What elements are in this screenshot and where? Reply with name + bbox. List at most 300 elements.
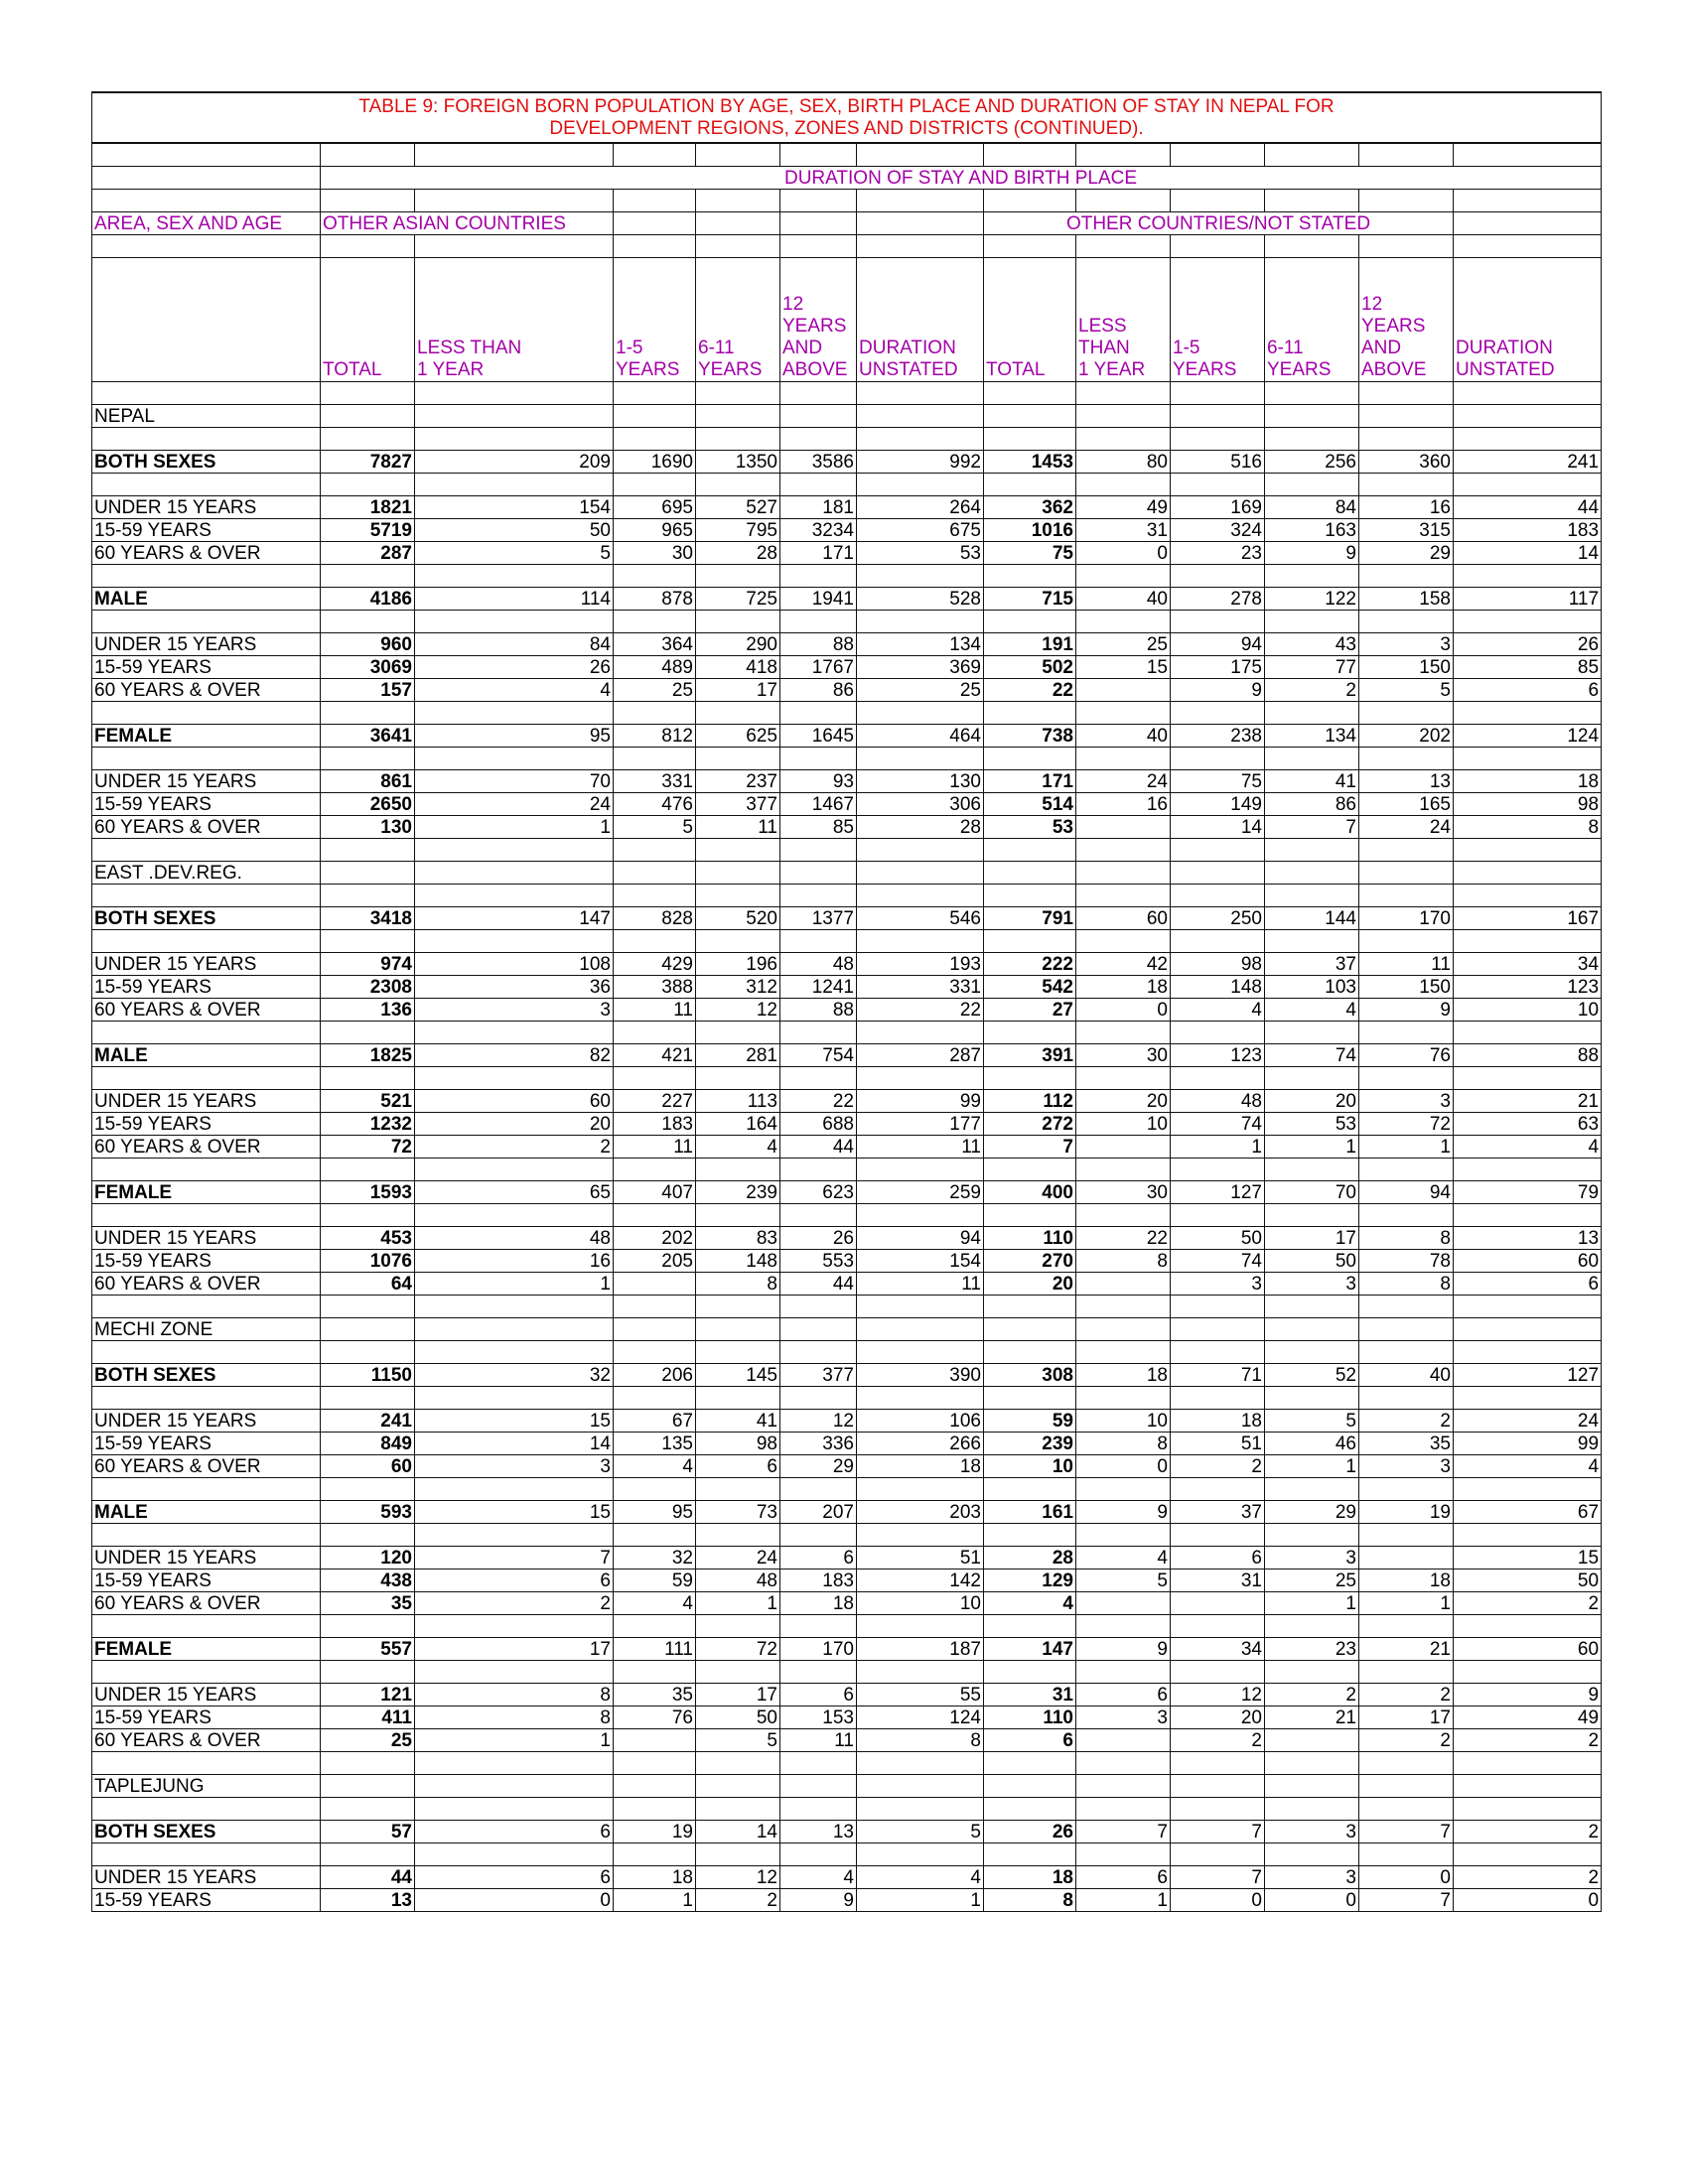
row-label: 15-59 YEARS: [92, 1113, 321, 1136]
area-row: [92, 1775, 1602, 1798]
sex-total-row: [92, 725, 1602, 748]
cell-value: 266: [857, 1433, 984, 1455]
cell-value: 14: [1454, 542, 1602, 565]
age-group-row: [92, 816, 1602, 839]
cell-value: 2: [1454, 1821, 1602, 1843]
cell-value: 1453: [984, 451, 1076, 474]
cell-value: [321, 405, 415, 428]
spacer-row: [92, 1159, 1602, 1181]
cell-value: [1359, 862, 1454, 885]
column-header: 1-5 YEARS: [1171, 258, 1265, 382]
spacer-row: [92, 190, 1602, 212]
cell-value: 17: [415, 1638, 614, 1661]
row-label: UNDER 15 YEARS: [92, 953, 321, 976]
cell-value: 50: [696, 1706, 780, 1729]
cell-value: [614, 1273, 696, 1296]
cell-value: 122: [1265, 588, 1359, 611]
cell-value: 287: [857, 1044, 984, 1067]
cell-value: 70: [1265, 1181, 1359, 1204]
cell-value: 241: [321, 1410, 415, 1433]
cell-value: 1: [415, 816, 614, 839]
cell-value: 209: [415, 451, 614, 474]
cell-value: 2: [415, 1136, 614, 1159]
cell-value: 1150: [321, 1364, 415, 1387]
cell-value: 154: [857, 1250, 984, 1273]
cell-value: 593: [321, 1501, 415, 1524]
cell-value: 14: [1171, 816, 1265, 839]
cell-value: 390: [857, 1364, 984, 1387]
cell-value: 812: [614, 725, 696, 748]
cell-value: 29: [1265, 1501, 1359, 1524]
cell-value: 124: [1454, 725, 1602, 748]
cell-value: 1593: [321, 1181, 415, 1204]
cell-value: 324: [1171, 519, 1265, 542]
row-label: 15-59 YEARS: [92, 656, 321, 679]
cell-value: 154: [415, 496, 614, 519]
cell-value: 31: [984, 1684, 1076, 1706]
row-label: 15-59 YEARS: [92, 1889, 321, 1912]
group-other-countries: OTHER COUNTRIES/NOT STATED: [984, 212, 1454, 235]
age-group-row: [92, 1227, 1602, 1250]
spacer-row: [92, 235, 1602, 258]
cell-value: 861: [321, 770, 415, 793]
cell-value: 12: [696, 999, 780, 1022]
cell-value: 8: [415, 1684, 614, 1706]
cell-value: 15: [1454, 1547, 1602, 1570]
cell-value: 193: [857, 953, 984, 976]
cell-value: 135: [614, 1433, 696, 1455]
cell-value: 74: [1171, 1113, 1265, 1136]
cell-value: 76: [1359, 1044, 1454, 1067]
cell-value: 8: [696, 1273, 780, 1296]
cell-value: 75: [1171, 770, 1265, 793]
cell-value: 86: [1265, 793, 1359, 816]
spacer-row: [92, 1798, 1602, 1821]
cell-value: 16: [1076, 793, 1171, 816]
cell-value: 26: [415, 656, 614, 679]
cell-value: 40: [1076, 588, 1171, 611]
cell-value: 4: [614, 1455, 696, 1478]
cell-value: 6: [780, 1684, 857, 1706]
spacer-row: [92, 474, 1602, 496]
row-label: 15-59 YEARS: [92, 1706, 321, 1729]
row-label: MALE: [92, 1501, 321, 1524]
cell-value: 17: [1359, 1706, 1454, 1729]
spacer-row: [92, 611, 1602, 633]
cell-value: 18: [1359, 1570, 1454, 1592]
cell-value: 134: [857, 633, 984, 656]
cell-value: 15: [415, 1410, 614, 1433]
row-label: 60 YEARS & OVER: [92, 542, 321, 565]
cell-value: 11: [857, 1273, 984, 1296]
cell-value: 238: [1171, 725, 1265, 748]
cell-value: 1825: [321, 1044, 415, 1067]
cell-value: [614, 1775, 696, 1798]
cell-value: 18: [1454, 770, 1602, 793]
cell-value: 29: [1359, 542, 1454, 565]
row-label: 60 YEARS & OVER: [92, 679, 321, 702]
cell-value: 553: [780, 1250, 857, 1273]
age-group-row: [92, 1410, 1602, 1433]
cell-value: 388: [614, 976, 696, 999]
cell-value: 7: [1076, 1821, 1171, 1843]
cell-value: 127: [1171, 1181, 1265, 1204]
cell-value: 29: [780, 1455, 857, 1478]
cell-value: 25: [614, 679, 696, 702]
cell-value: 1076: [321, 1250, 415, 1273]
cell-value: 9: [1171, 679, 1265, 702]
cell-value: 98: [1171, 953, 1265, 976]
cell-value: 175: [1171, 656, 1265, 679]
cell-value: 13: [1454, 1227, 1602, 1250]
cell-value: 21: [1454, 1090, 1602, 1113]
cell-value: 237: [696, 770, 780, 793]
column-header: DURATION UNSTATED: [1454, 258, 1602, 382]
cell-value: 52: [1265, 1364, 1359, 1387]
age-group-row: [92, 496, 1602, 519]
cell-value: 67: [614, 1410, 696, 1433]
cell-value: 48: [1171, 1090, 1265, 1113]
cell-value: [1076, 1592, 1171, 1615]
cell-value: 13: [1359, 770, 1454, 793]
spacer-row: [92, 1204, 1602, 1227]
cell-value: 106: [857, 1410, 984, 1433]
cell-value: [1359, 1775, 1454, 1798]
cell-value: 12: [780, 1410, 857, 1433]
cell-value: 2650: [321, 793, 415, 816]
cell-value: 239: [696, 1181, 780, 1204]
cell-value: 675: [857, 519, 984, 542]
cell-value: [1265, 1775, 1359, 1798]
cell-value: 171: [984, 770, 1076, 793]
cell-value: 35: [1359, 1433, 1454, 1455]
cell-value: [321, 1775, 415, 1798]
cell-value: 94: [1171, 633, 1265, 656]
cell-value: 67: [1454, 1501, 1602, 1524]
cell-value: 453: [321, 1227, 415, 1250]
cell-value: 0: [1359, 1866, 1454, 1889]
cell-value: 1241: [780, 976, 857, 999]
cell-value: 6: [696, 1455, 780, 1478]
cell-value: 26: [984, 1821, 1076, 1843]
column-header: 12 YEARS AND ABOVE: [1359, 258, 1454, 382]
cell-value: 99: [1454, 1433, 1602, 1455]
cell-value: 1: [696, 1592, 780, 1615]
cell-value: [415, 1775, 614, 1798]
cell-value: 49: [1454, 1706, 1602, 1729]
cell-value: 60: [321, 1455, 415, 1478]
cell-value: 99: [857, 1090, 984, 1113]
spacer-row: [92, 1341, 1602, 1364]
cell-value: 127: [1454, 1364, 1602, 1387]
row-label: 15-59 YEARS: [92, 1570, 321, 1592]
cell-value: 41: [696, 1410, 780, 1433]
cell-value: 46: [1265, 1433, 1359, 1455]
cell-value: 290: [696, 633, 780, 656]
cell-value: [1076, 1775, 1171, 1798]
age-group-row: [92, 793, 1602, 816]
cell-value: [780, 1318, 857, 1341]
sex-total-row: [92, 1638, 1602, 1661]
cell-value: 625: [696, 725, 780, 748]
cell-value: 306: [857, 793, 984, 816]
cell-value: 50: [415, 519, 614, 542]
spacer-row: [92, 1387, 1602, 1410]
cell-value: 142: [857, 1570, 984, 1592]
cell-value: 4: [780, 1866, 857, 1889]
cell-value: 2: [1359, 1684, 1454, 1706]
cell-value: 259: [857, 1181, 984, 1204]
cell-value: 114: [415, 588, 614, 611]
cell-value: 2: [1171, 1455, 1265, 1478]
cell-value: 1941: [780, 588, 857, 611]
cell-value: 163: [1265, 519, 1359, 542]
spacer-row: [92, 1022, 1602, 1044]
cell-value: 3069: [321, 656, 415, 679]
cell-value: 7: [415, 1547, 614, 1570]
cell-value: 34: [1454, 953, 1602, 976]
cell-value: 120: [321, 1547, 415, 1570]
cell-value: 0: [1076, 999, 1171, 1022]
cell-value: 3: [1359, 1090, 1454, 1113]
cell-value: 521: [321, 1090, 415, 1113]
cell-value: 65: [415, 1181, 614, 1204]
cell-value: 50: [1171, 1227, 1265, 1250]
sex-total-row: [92, 1501, 1602, 1524]
cell-value: [857, 862, 984, 885]
cell-value: 187: [857, 1638, 984, 1661]
cell-value: 502: [984, 656, 1076, 679]
row-label: UNDER 15 YEARS: [92, 1684, 321, 1706]
row-label: 15-59 YEARS: [92, 793, 321, 816]
cell-value: [984, 405, 1076, 428]
cell-value: [1076, 1273, 1171, 1296]
cell-value: 75: [984, 542, 1076, 565]
cell-value: 287: [321, 542, 415, 565]
cell-value: 849: [321, 1433, 415, 1455]
cell-value: 7827: [321, 451, 415, 474]
cell-value: 0: [415, 1889, 614, 1912]
cell-value: 22: [984, 679, 1076, 702]
cell-value: 19: [614, 1821, 696, 1843]
cell-value: 70: [415, 770, 614, 793]
cell-value: 528: [857, 588, 984, 611]
row-label: BOTH SEXES: [92, 451, 321, 474]
cell-value: 82: [415, 1044, 614, 1067]
row-label: 15-59 YEARS: [92, 1433, 321, 1455]
row-label: MALE: [92, 588, 321, 611]
title-row: [92, 92, 1602, 143]
sex-total-row: [92, 588, 1602, 611]
cell-value: [1076, 1318, 1171, 1341]
row-label: UNDER 15 YEARS: [92, 1410, 321, 1433]
cell-value: 2: [1454, 1866, 1602, 1889]
cell-value: 35: [614, 1684, 696, 1706]
duration-group-label: DURATION OF STAY AND BIRTH PLACE: [321, 167, 1602, 190]
duration-header-row: [92, 167, 1602, 190]
row-label: 60 YEARS & OVER: [92, 1273, 321, 1296]
cell-value: [1359, 405, 1454, 428]
cell-value: 147: [984, 1638, 1076, 1661]
cell-value: 60: [1454, 1250, 1602, 1273]
cell-value: 516: [1171, 451, 1265, 474]
cell-value: 878: [614, 588, 696, 611]
cell-value: 1690: [614, 451, 696, 474]
cell-value: 1: [1076, 1889, 1171, 1912]
cell-value: 7: [1171, 1821, 1265, 1843]
cell-value: 50: [1454, 1570, 1602, 1592]
cell-value: 111: [614, 1638, 696, 1661]
cell-value: 4: [614, 1592, 696, 1615]
age-group-row: [92, 1684, 1602, 1706]
cell-value: 1232: [321, 1113, 415, 1136]
cell-value: 8: [857, 1729, 984, 1752]
cell-value: 110: [984, 1706, 1076, 1729]
cell-value: 183: [780, 1570, 857, 1592]
age-group-row: [92, 679, 1602, 702]
cell-value: 12: [1171, 1684, 1265, 1706]
sex-total-row: [92, 1044, 1602, 1067]
cell-value: 17: [696, 679, 780, 702]
cell-value: 7: [984, 1136, 1076, 1159]
cell-value: 5719: [321, 519, 415, 542]
cell-value: 77: [1265, 656, 1359, 679]
cell-value: 93: [780, 770, 857, 793]
cell-value: 791: [984, 907, 1076, 930]
cell-value: 2: [696, 1889, 780, 1912]
cell-value: [614, 405, 696, 428]
row-label: MALE: [92, 1044, 321, 1067]
cell-value: 362: [984, 496, 1076, 519]
cell-value: 1: [1359, 1592, 1454, 1615]
cell-value: 1821: [321, 496, 415, 519]
cell-value: 5: [1265, 1410, 1359, 1433]
row-label: UNDER 15 YEARS: [92, 496, 321, 519]
cell-value: 59: [614, 1570, 696, 1592]
sex-total-row: [92, 907, 1602, 930]
cell-value: 6: [1076, 1684, 1171, 1706]
age-group-row: [92, 1136, 1602, 1159]
cell-value: 88: [780, 633, 857, 656]
cell-value: 20: [1265, 1090, 1359, 1113]
row-label: FEMALE: [92, 1638, 321, 1661]
age-group-row: [92, 1273, 1602, 1296]
cell-value: 4: [1171, 999, 1265, 1022]
cell-value: 6: [415, 1866, 614, 1889]
table-title: [92, 92, 1602, 143]
spacer-row: [92, 382, 1602, 405]
cell-value: [1171, 1318, 1265, 1341]
spacer-row: [92, 1661, 1602, 1684]
cell-value: [1076, 1136, 1171, 1159]
cell-value: 1350: [696, 451, 780, 474]
spacer-row: [92, 702, 1602, 725]
cell-value: 112: [984, 1090, 1076, 1113]
age-group-row: [92, 1889, 1602, 1912]
cell-value: 71: [1171, 1364, 1265, 1387]
cell-value: 205: [614, 1250, 696, 1273]
cell-value: 27: [984, 999, 1076, 1022]
cell-value: 74: [1171, 1250, 1265, 1273]
cell-value: 60: [415, 1090, 614, 1113]
age-group-row: [92, 1729, 1602, 1752]
age-group-row: [92, 542, 1602, 565]
row-label: 60 YEARS & OVER: [92, 999, 321, 1022]
cell-value: 2: [1454, 1592, 1602, 1615]
cell-value: [1171, 862, 1265, 885]
cell-value: 14: [696, 1821, 780, 1843]
cell-value: 1: [1171, 1136, 1265, 1159]
cell-value: 37: [1265, 953, 1359, 976]
cell-value: 9: [1076, 1501, 1171, 1524]
cell-value: 725: [696, 588, 780, 611]
cell-value: 418: [696, 656, 780, 679]
cell-value: 6: [415, 1570, 614, 1592]
cell-value: 130: [321, 816, 415, 839]
cell-value: 992: [857, 451, 984, 474]
cell-value: 60: [1454, 1638, 1602, 1661]
cell-value: 10: [1454, 999, 1602, 1022]
cell-value: 828: [614, 907, 696, 930]
cell-value: 88: [780, 999, 857, 1022]
cell-value: 18: [984, 1866, 1076, 1889]
cell-value: 171: [780, 542, 857, 565]
cell-value: 400: [984, 1181, 1076, 1204]
cell-value: [321, 862, 415, 885]
cell-value: [696, 405, 780, 428]
column-header: 12 YEARS AND ABOVE: [780, 258, 857, 382]
cell-value: 4: [857, 1866, 984, 1889]
row-label: FEMALE: [92, 1181, 321, 1204]
cell-value: 15: [415, 1501, 614, 1524]
cell-value: 3: [1265, 1866, 1359, 1889]
cell-value: [614, 1318, 696, 1341]
spacer-row: [92, 1296, 1602, 1318]
row-label: UNDER 15 YEARS: [92, 1866, 321, 1889]
cell-value: 5: [696, 1729, 780, 1752]
cell-value: 281: [696, 1044, 780, 1067]
cell-value: [696, 1775, 780, 1798]
cell-value: 6: [984, 1729, 1076, 1752]
cell-value: 2: [1265, 1684, 1359, 1706]
cell-value: 5: [614, 816, 696, 839]
cell-value: 158: [1359, 588, 1454, 611]
age-group-row: [92, 656, 1602, 679]
row-label: 60 YEARS & OVER: [92, 816, 321, 839]
cell-value: 18: [780, 1592, 857, 1615]
column-header: TOTAL: [984, 258, 1076, 382]
cell-value: 136: [321, 999, 415, 1022]
cell-value: 1: [1359, 1136, 1454, 1159]
cell-value: 123: [1454, 976, 1602, 999]
age-group-row: [92, 1433, 1602, 1455]
cell-value: 18: [1076, 976, 1171, 999]
row-label: MECHI ZONE: [92, 1318, 321, 1341]
cell-value: 1: [1265, 1592, 1359, 1615]
cell-value: [1359, 1547, 1454, 1570]
cell-value: 965: [614, 519, 696, 542]
cell-value: 1: [614, 1889, 696, 1912]
cell-value: 11: [857, 1136, 984, 1159]
cell-value: 391: [984, 1044, 1076, 1067]
cell-value: 1645: [780, 725, 857, 748]
cell-value: 0: [1265, 1889, 1359, 1912]
cell-value: 308: [984, 1364, 1076, 1387]
cell-value: 1: [1265, 1455, 1359, 1478]
cell-value: [1076, 405, 1171, 428]
cell-value: [614, 1729, 696, 1752]
cell-value: 28: [857, 816, 984, 839]
